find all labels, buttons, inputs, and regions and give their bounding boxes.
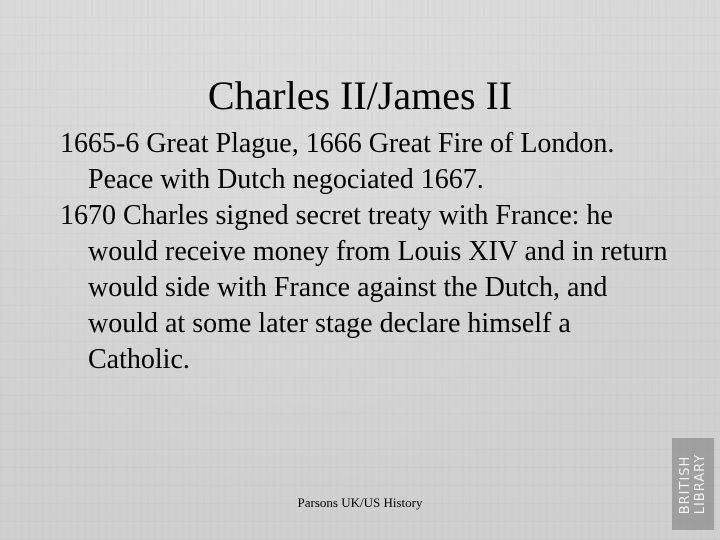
logo-line-library: LIBRARY — [693, 453, 708, 515]
paragraph-secret-treaty: 1670 Charles signed secret treaty with France: he would receive money from Louis XIV and in return would side with France against the Dutch, and would at some later stage declare himself a Catholic. — [60, 200, 668, 375]
british-library-logo — [672, 438, 714, 530]
slide-title: Charles II/James II — [207, 73, 513, 118]
paragraph-plague-fire: 1665-6 Great Plague, 1666 Great Fire of London. Peace with Dutch negociated 1667. — [60, 128, 615, 195]
slide-footer: Parsons UK/US History — [297, 495, 423, 510]
logo-line-british: BRITISH — [678, 455, 693, 515]
slide-body — [60, 126, 670, 378]
logo-text — [678, 454, 708, 515]
